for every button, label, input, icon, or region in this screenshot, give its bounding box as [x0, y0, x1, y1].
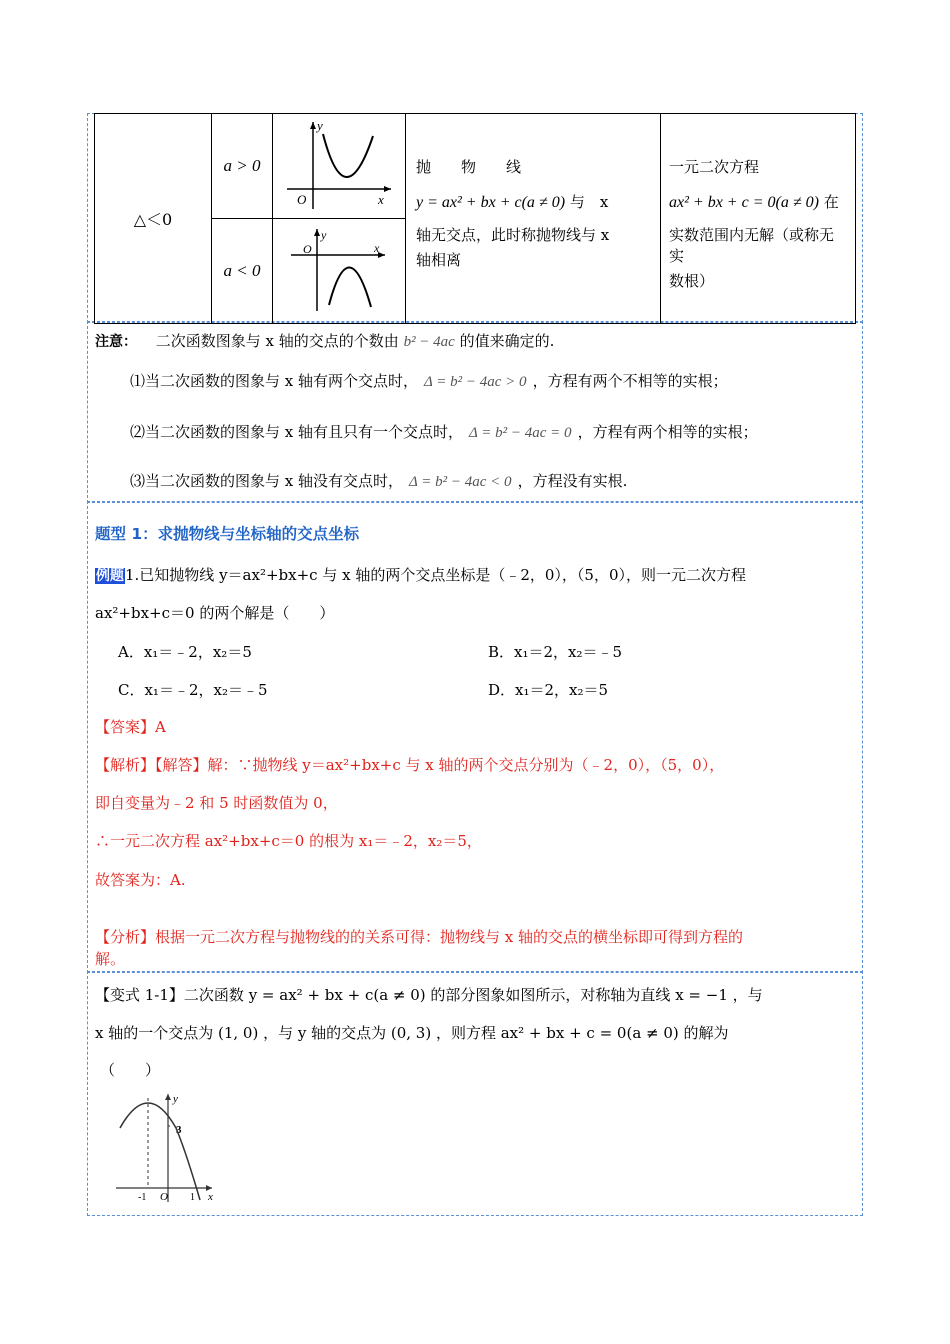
conclusion-cell: [406, 114, 661, 324]
note-disc: b² − 4ac: [403, 334, 455, 350]
note-header: [95, 330, 554, 351]
note-item-1-pre: ⑴当二次函数的图象与 x 轴有两个交点时，: [130, 372, 418, 390]
analysis-line2: 即自变量为﹣2 和 5 时函数值为 0，: [95, 794, 338, 812]
note-item-1: [130, 370, 728, 391]
eq-line4: 数根）: [669, 272, 715, 290]
a-negative-cell: [212, 219, 273, 324]
graph-x-label: x: [378, 192, 384, 207]
graph2-y-label: y: [321, 228, 327, 242]
variant-graph-o: O: [160, 1191, 168, 1203]
variant-graph-y: y: [173, 1093, 178, 1105]
eq-tail: 在: [823, 193, 839, 211]
delta-cell: [95, 114, 212, 324]
graph2-x-label: x: [374, 241, 380, 255]
conclusion-line4: 轴相离: [416, 251, 462, 269]
analysis-line1: 【解析】【解答】解：∵抛物线 y＝ax²+bx+c 与 x 轴的两个交点分别为（﹣2，0），（5，0），: [95, 756, 725, 774]
variant-graph-m1: -1: [138, 1192, 147, 1203]
note-item-3-pre: ⑶当二次函数的图象与 x 轴没有交点时，: [130, 472, 403, 490]
variant-graph-1: 1: [190, 1192, 195, 1203]
example-badge: 例题: [96, 568, 124, 584]
option-a[interactable]: A．x₁＝﹣2，x₂＝5: [118, 643, 252, 661]
note-text: 二次函数图象与 x 轴的交点的个数由: [155, 332, 399, 350]
eq-line1: 一元二次方程: [669, 158, 760, 176]
note-item-1-formula: Δ = b² − 4ac > 0: [424, 374, 527, 390]
note-item-2-post: ，方程有两个相等的实根；: [577, 423, 758, 441]
graph-downward-cell: [273, 219, 406, 324]
a-negative-label: a < 0: [223, 261, 261, 280]
example-question-2: ax²+bx+c＝0 的两个解是（ ）: [95, 604, 335, 622]
graph2-origin-label: O: [303, 242, 312, 256]
downward-parabola-graph: [273, 219, 405, 319]
section-title: 题型 1：求抛物线与坐标轴的交点坐标: [95, 525, 360, 543]
note-item-2-pre: ⑵当二次函数的图象与 x 轴有且只有一个交点时，: [130, 423, 463, 441]
note-item-1-post: ，方程有两个不相等的实根；: [532, 372, 728, 390]
note-label: 注意：: [95, 334, 137, 350]
conclusion-tail: 与 x: [569, 193, 609, 211]
fenxi-line1: 【分析】根据一元二次方程与抛物线的的关系可得：抛物线与 x 轴的交点的横坐标即可得到方程的: [95, 928, 744, 946]
discriminant-table: [94, 113, 856, 324]
graph-y-label: y: [317, 118, 323, 133]
analysis-line3: ∴一元二次方程 ax²+bx+c＝0 的根为 x₁＝﹣2，x₂＝5，: [95, 832, 482, 850]
example-line1: [95, 564, 746, 585]
eq-line3: 实数范围内无解（或称无实: [669, 226, 835, 265]
graph-origin-label: O: [297, 192, 307, 207]
fenxi-line2: 解。: [95, 950, 126, 968]
note-item-3: [130, 470, 627, 491]
note-item-3-formula: Δ = b² − 4ac < 0: [409, 474, 512, 490]
a-positive-label: a > 0: [223, 156, 261, 175]
option-d[interactable]: D．x₁＝2，x₂＝5: [488, 681, 609, 699]
graph-upward-cell: [273, 114, 406, 219]
eq-formula: ax² + bx + c = 0(a ≠ 0): [669, 194, 819, 211]
variant-parabola-graph: [112, 1088, 222, 1206]
conclusion-line3: 轴无交点，此时称抛物线与 x: [416, 226, 610, 244]
upward-parabola-graph: [273, 114, 405, 214]
variant-line3: （ ）: [100, 1061, 161, 1079]
conclusion-line1: 抛 物 线: [416, 158, 522, 176]
answer: 【答案】A: [95, 718, 166, 736]
option-c[interactable]: C．x₁＝﹣2，x₂＝﹣5: [118, 681, 268, 699]
conclusion-formula: y = ax² + bx + c(a ≠ 0): [416, 194, 566, 211]
delta-label: △＜0: [133, 210, 173, 229]
variant-line1: 【变式 1-1】二次函数 y = ax² + bx + c(a ≠ 0) 的部分图象如图所示，对称轴为直线 x = −1 ，与: [95, 986, 763, 1004]
variant-graph-3: 3: [176, 1124, 182, 1136]
note-item-2: [130, 421, 758, 442]
equation-cell: [661, 114, 856, 324]
variant-graph-x: x: [208, 1191, 213, 1203]
note-item-3-post: ，方程没有实根.: [517, 472, 628, 490]
example-question-1: 1.已知抛物线 y＝ax²+bx+c 与 x 轴的两个交点坐标是（﹣2，0），（5，0），则一元二次方程: [125, 566, 747, 584]
variant-line2: x 轴的一个交点为 (1, 0) ，与 y 轴的交点为 (0, 3) ，则方程 ax² + bx + c = 0(a ≠ 0) 的解为: [95, 1024, 729, 1042]
analysis-line4: 故答案为：A.: [95, 871, 186, 889]
option-b[interactable]: B．x₁＝2，x₂＝﹣5: [488, 643, 623, 661]
note-item-2-formula: Δ = b² − 4ac = 0: [469, 425, 572, 441]
note-text-end: 的值来确定的.: [459, 332, 555, 350]
a-positive-cell: [212, 114, 273, 219]
